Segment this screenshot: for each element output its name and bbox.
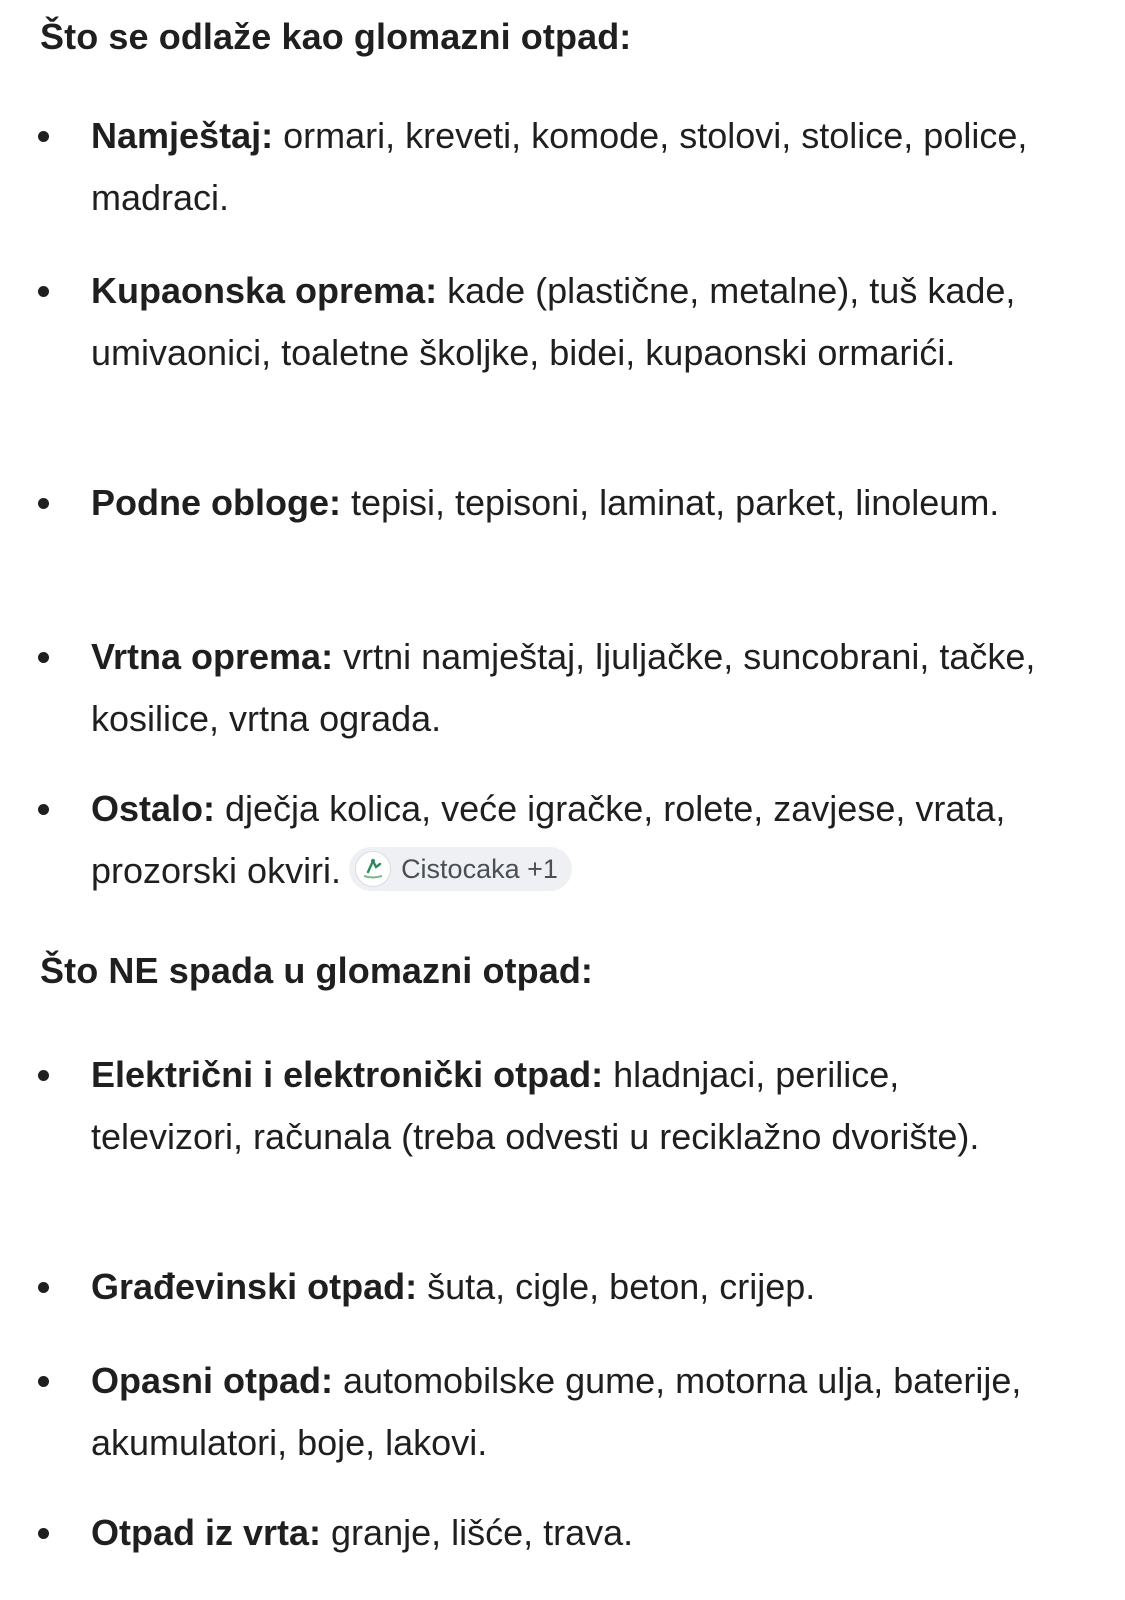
item-text: tepisi, tepisoni, laminat, parket, linoleum. (340, 482, 1000, 523)
bullet-icon (38, 804, 49, 815)
bullet-icon (38, 652, 49, 663)
item-text: vrtni namještaj, ljuljačke, suncobrani, tačke, kosilice, vrtna ograda. (91, 636, 1036, 739)
item-text: dječja kolica, veće igračke, rolete, zavjese, vrata, prozorski okviri. (91, 788, 1006, 891)
bullet-icon (38, 1528, 49, 1539)
item-text: automobilske gume, motorna ulja, baterije, akumulatori, boje, lakovi. (91, 1360, 1022, 1463)
item-text: šuta, cigle, beton, crijep. (417, 1266, 816, 1307)
item-label: Podne obloge: (91, 482, 341, 523)
site-logo-icon (355, 851, 391, 887)
item-label: Električni i elektronički otpad: (91, 1054, 604, 1095)
bullet-icon (38, 1070, 49, 1081)
item-text: granje, lišće, trava. (321, 1512, 634, 1553)
item-label: Opasni otpad: (91, 1360, 333, 1401)
item-text: ormari, kreveti, komode, stolovi, stolice, police, madraci. (91, 115, 1028, 218)
source-chip-label: Cistocaka +1 (401, 854, 558, 885)
item-text: kade (plastične, metalne), tuš kade, umivaonici, toaletne školjke, bidei, kupaonski ormarići. (91, 270, 1016, 373)
item-label: Kupaonska oprema: (91, 270, 438, 311)
bullet-icon (38, 131, 49, 142)
item-label: Otpad iz vrta: (91, 1512, 322, 1553)
item-label: Vrtna oprema: (91, 636, 334, 677)
source-chip[interactable] (349, 847, 572, 891)
section-heading-not-bulky-waste: Što NE spada u glomazni otpad: (40, 950, 594, 991)
bullet-icon (38, 1282, 49, 1293)
bullet-icon (38, 498, 49, 509)
item-label: Ostalo: (91, 788, 216, 829)
item-text: hladnjaci, perilice, televizori, računala (treba odvesti u reciklažno dvorište). (91, 1054, 980, 1157)
bullet-icon (38, 286, 49, 297)
section-heading-bulky-waste: Što se odlaže kao glomazni otpad: (40, 16, 632, 57)
bullet-icon (38, 1376, 49, 1387)
item-label: Građevinski otpad: (91, 1266, 418, 1307)
item-label: Namještaj: (91, 115, 274, 156)
